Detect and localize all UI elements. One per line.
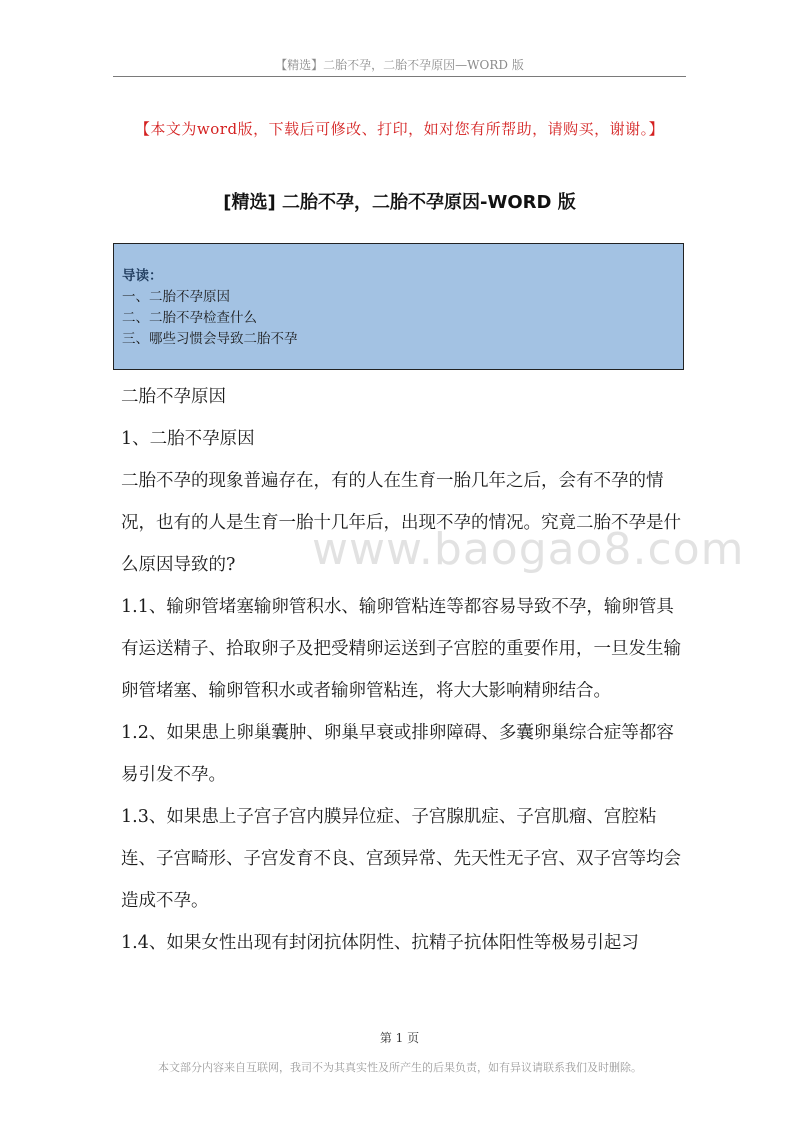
- section-heading: 二胎不孕原因: [121, 387, 226, 407]
- paragraph-1-1: 1.1、输卵管堵塞输卵管积水、输卵管粘连等都容易导致不孕，输卵管具有运送精子、拾取卵子及把受精卵运送到子宫腔的重要作用，一旦发生输卵管堵塞、输卵管积水或者输卵管粘连，将大大影响精卵结合。: [121, 597, 681, 701]
- guide-item-3: 三、哪些习惯会导致二胎不孕: [122, 331, 298, 347]
- watermark: www.baogao8.com: [312, 524, 745, 575]
- subheading: 1、二胎不孕原因: [121, 429, 255, 449]
- guide-label: 导读：: [122, 268, 163, 284]
- body-text: [121, 376, 686, 964]
- guide-box: [113, 243, 684, 370]
- guide-item-2: 二、二胎不孕检查什么: [122, 310, 257, 326]
- header-divider: [113, 76, 686, 77]
- paragraph-intro: 二胎不孕的现象普遍存在，有的人在生育一胎几年之后，会有不孕的情况，也有的人是生育一胎十几年后，出现不孕的情况。究竟二胎不孕是什么原因导致的?: [121, 471, 681, 575]
- guide-item-1: 一、二胎不孕原因: [122, 289, 230, 305]
- download-notice: 【本文为word版，下载后可修改、打印，如对您有所帮助，请购买，谢谢。】: [134, 120, 665, 138]
- paragraph-1-4: 1.4、如果女性出现有封闭抗体阴性、抗精子抗体阳性等极易引起习: [121, 933, 639, 953]
- footer-disclaimer: 本文部分内容来自互联网，我司不为其真实性及所产生的后果负责，如有异议请联系我们及时删除。: [158, 1061, 642, 1074]
- page-number: 第 1 页: [379, 1031, 420, 1045]
- paragraph-1-2: 1.2、如果患上卵巢囊肿、卵巢早衰或排卵障碍、多囊卵巢综合症等都容易引发不孕。: [121, 723, 674, 785]
- paragraph-1-3: 1.3、如果患上子宫子宫内膜异位症、子宫腺肌症、子宫肌瘤、宫腔粘连、子宫畸形、子宫发育不良、宫颈异常、先天性无子宫、双子宫等均会造成不孕。: [121, 807, 681, 911]
- document-title: [精选] 二胎不孕，二胎不孕原因-WORD 版: [223, 192, 576, 213]
- running-header: 【精选】二胎不孕，二胎不孕原因—WORD 版: [275, 58, 524, 72]
